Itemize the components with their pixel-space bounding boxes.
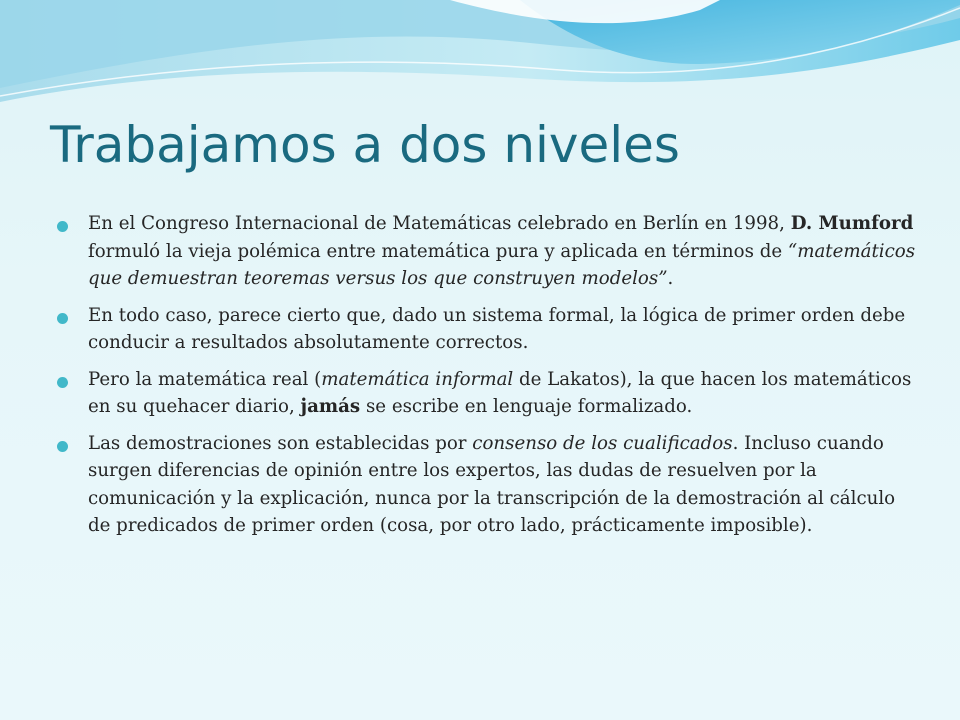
bullet-text: Las demostraciones son establecidas por [88, 432, 473, 454]
bullet-bold-text: D. Mumford [790, 213, 914, 234]
bullet-italic-text: “matemáticos que demuestran teoremas versus los que construyen modelos” [88, 240, 916, 289]
bullet-dot-icon [57, 441, 68, 452]
bullet-text: En todo caso, parece cierto que, dado un sistema formal, la lógica de primer orden debe conducir a resultados absolutamente correctos. [88, 304, 906, 353]
bullet-bold-text: jamás [300, 396, 361, 417]
bullet-italic-text: matemática informal [321, 368, 514, 390]
bullet-dot-icon [57, 221, 68, 232]
bullet-item [57, 366, 917, 421]
header-wave-decoration [0, 0, 960, 110]
bullet-text: de Lakatos), la que hacen los matemáticos en su quehacer diario, [88, 368, 912, 417]
bullet-dot-icon [57, 377, 68, 388]
bullet-item [57, 430, 917, 540]
bullet-item [57, 302, 917, 357]
bullet-text: se escribe en lenguaje formalizado. [360, 396, 693, 417]
bullet-text: . [667, 268, 674, 289]
bullet-item [57, 210, 917, 293]
bullet-text: En el Congreso Internacional de Matemáticas celebrado en Berlín en 1998, [88, 213, 791, 234]
bullet-italic-text: consenso de los cualificados [472, 432, 733, 454]
bullet-text: formuló la vieja polémica entre matemática pura y aplicada en términos de [88, 240, 788, 262]
slide-title: Trabajamos a dos niveles [50, 116, 680, 174]
bullet-list [57, 210, 917, 549]
bullet-dot-icon [57, 313, 68, 324]
bullet-text: Pero la matemática real ( [88, 368, 322, 390]
bullet-text: . Incluso cuando surgen diferencias de opinión entre los expertos, las dudas de resuelven por la comunicación y la explicación, nunca por la transcripción de la demostración al cálculo de predicados de primer orden (cosa, por otro lado, prácticamente imposible). [88, 432, 896, 536]
